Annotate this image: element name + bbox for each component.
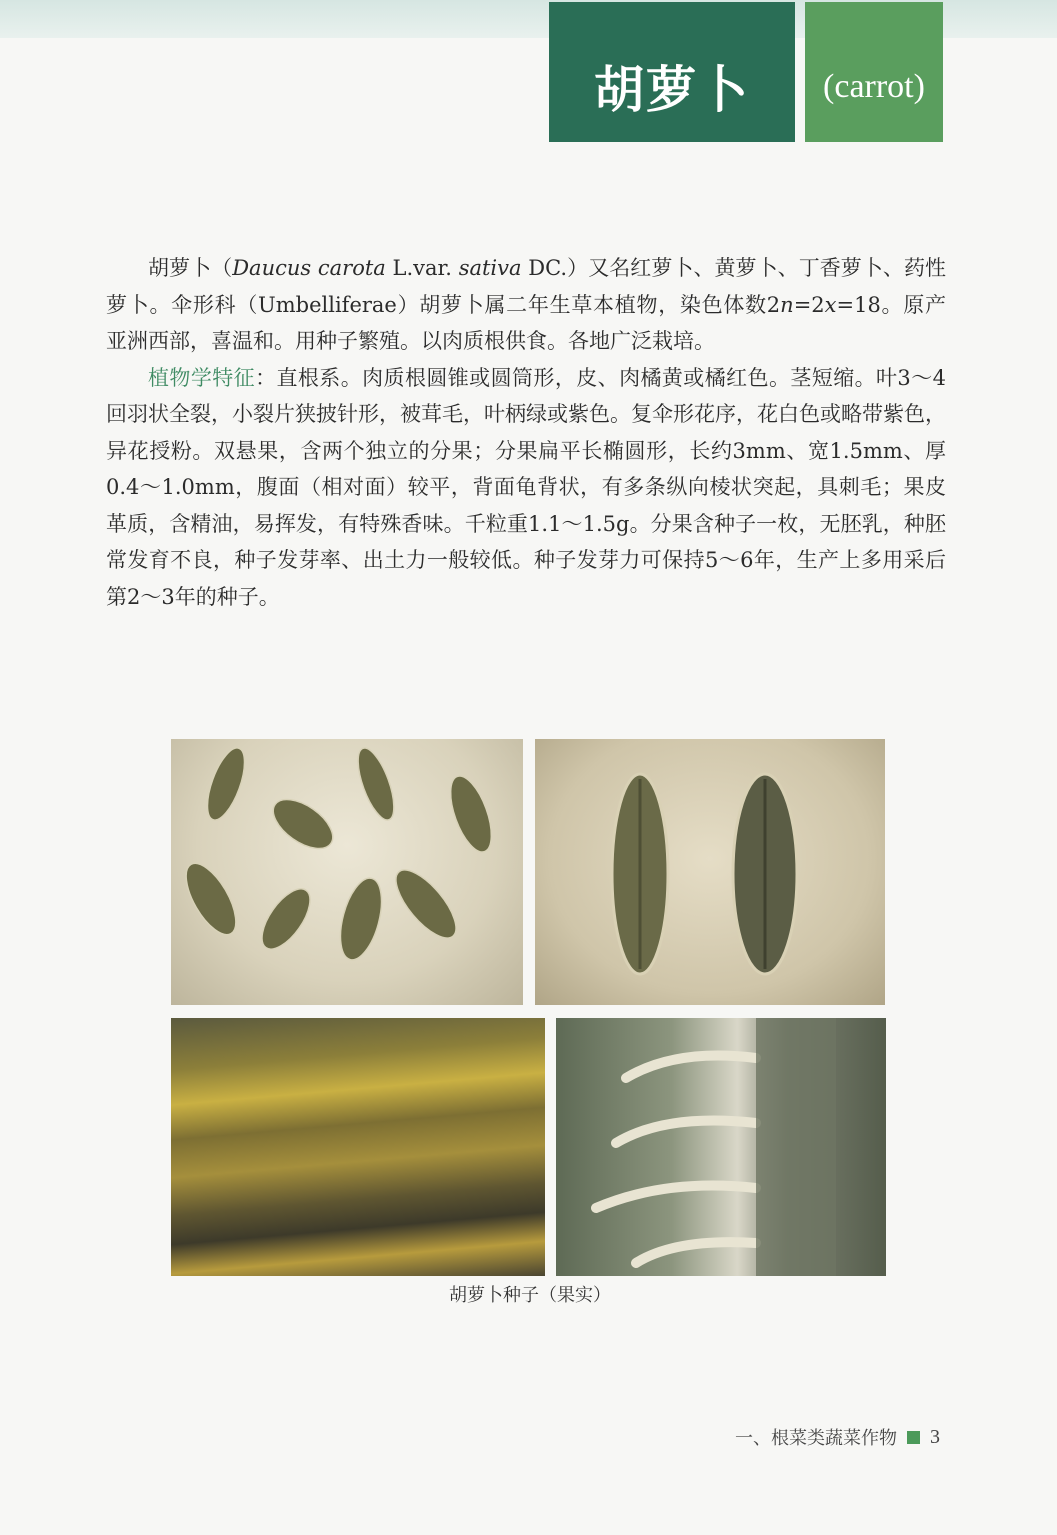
chromosome-n: n [780, 292, 794, 317]
intro-text-b: L.var. [385, 256, 459, 280]
title-box [549, 2, 795, 142]
english-title: (carrot) [823, 68, 925, 105]
english-title-box [805, 2, 943, 142]
intro-text-d: =2 [793, 292, 825, 317]
botany-paragraph [106, 360, 946, 616]
page-footer [700, 1423, 940, 1451]
botany-label: 植物学特征 [148, 365, 256, 390]
intro-text-c: DC.）又名红萝卜、黄萝卜、丁香萝卜、药性萝卜。伞形科（Umbelliferae）胡萝卜属二年生草本植物，染色体数2 [106, 256, 947, 317]
figure-caption: 胡萝卜种子（果实） [449, 1285, 611, 1306]
seeds-closeup-photo [535, 739, 885, 1005]
section-name: 一、根菜类蔬菜作物 [735, 1428, 897, 1449]
latin-genus: Daucus carota [232, 256, 386, 280]
botany-text: ：直根系。肉质根圆锥或圆筒形，皮、肉橘黄或橘红色。茎短缩。叶3～4回羽状全裂，小裂片狭披针形，被茸毛，叶柄绿或紫色。复伞形花序，花白色或略带紫色，异花授粉。双悬果，含两个独立的分果；分果扁平长椭圆形，长约3mm、宽1.5mm、厚0.4～1.0mm，腹面（相对面）较平，背面龟背状，有多条纵向棱状突起，具刺毛；果皮革质，含精油，易挥发，有特殊香味。千粒重1.1～1.5g。分果含种子一枚，无胚乳，种胚常发育不良，种子发芽率、出土力一般较低。种子发芽力可保持5～6年，生产上多用采后第2～3年的种子。 [106, 365, 946, 609]
intro-text-a: 胡萝卜（ [148, 256, 233, 280]
latin-variety: sativa [458, 256, 522, 280]
intro-paragraph [106, 250, 946, 360]
page-number: 3 [930, 1425, 940, 1448]
page-title: 胡萝卜 [594, 61, 750, 119]
intro-text-e: =18。原产亚洲西部，喜温和。用种子繁殖。以肉质根供食。各地广泛栽培。 [106, 292, 946, 353]
seed-spines-macro-photo [556, 1018, 886, 1276]
body-text [106, 250, 946, 615]
green-square-icon [907, 1431, 920, 1444]
seed-surface-macro-photo [171, 1018, 545, 1276]
chromosome-x: x [824, 292, 837, 317]
seeds-group-photo [171, 739, 523, 1005]
